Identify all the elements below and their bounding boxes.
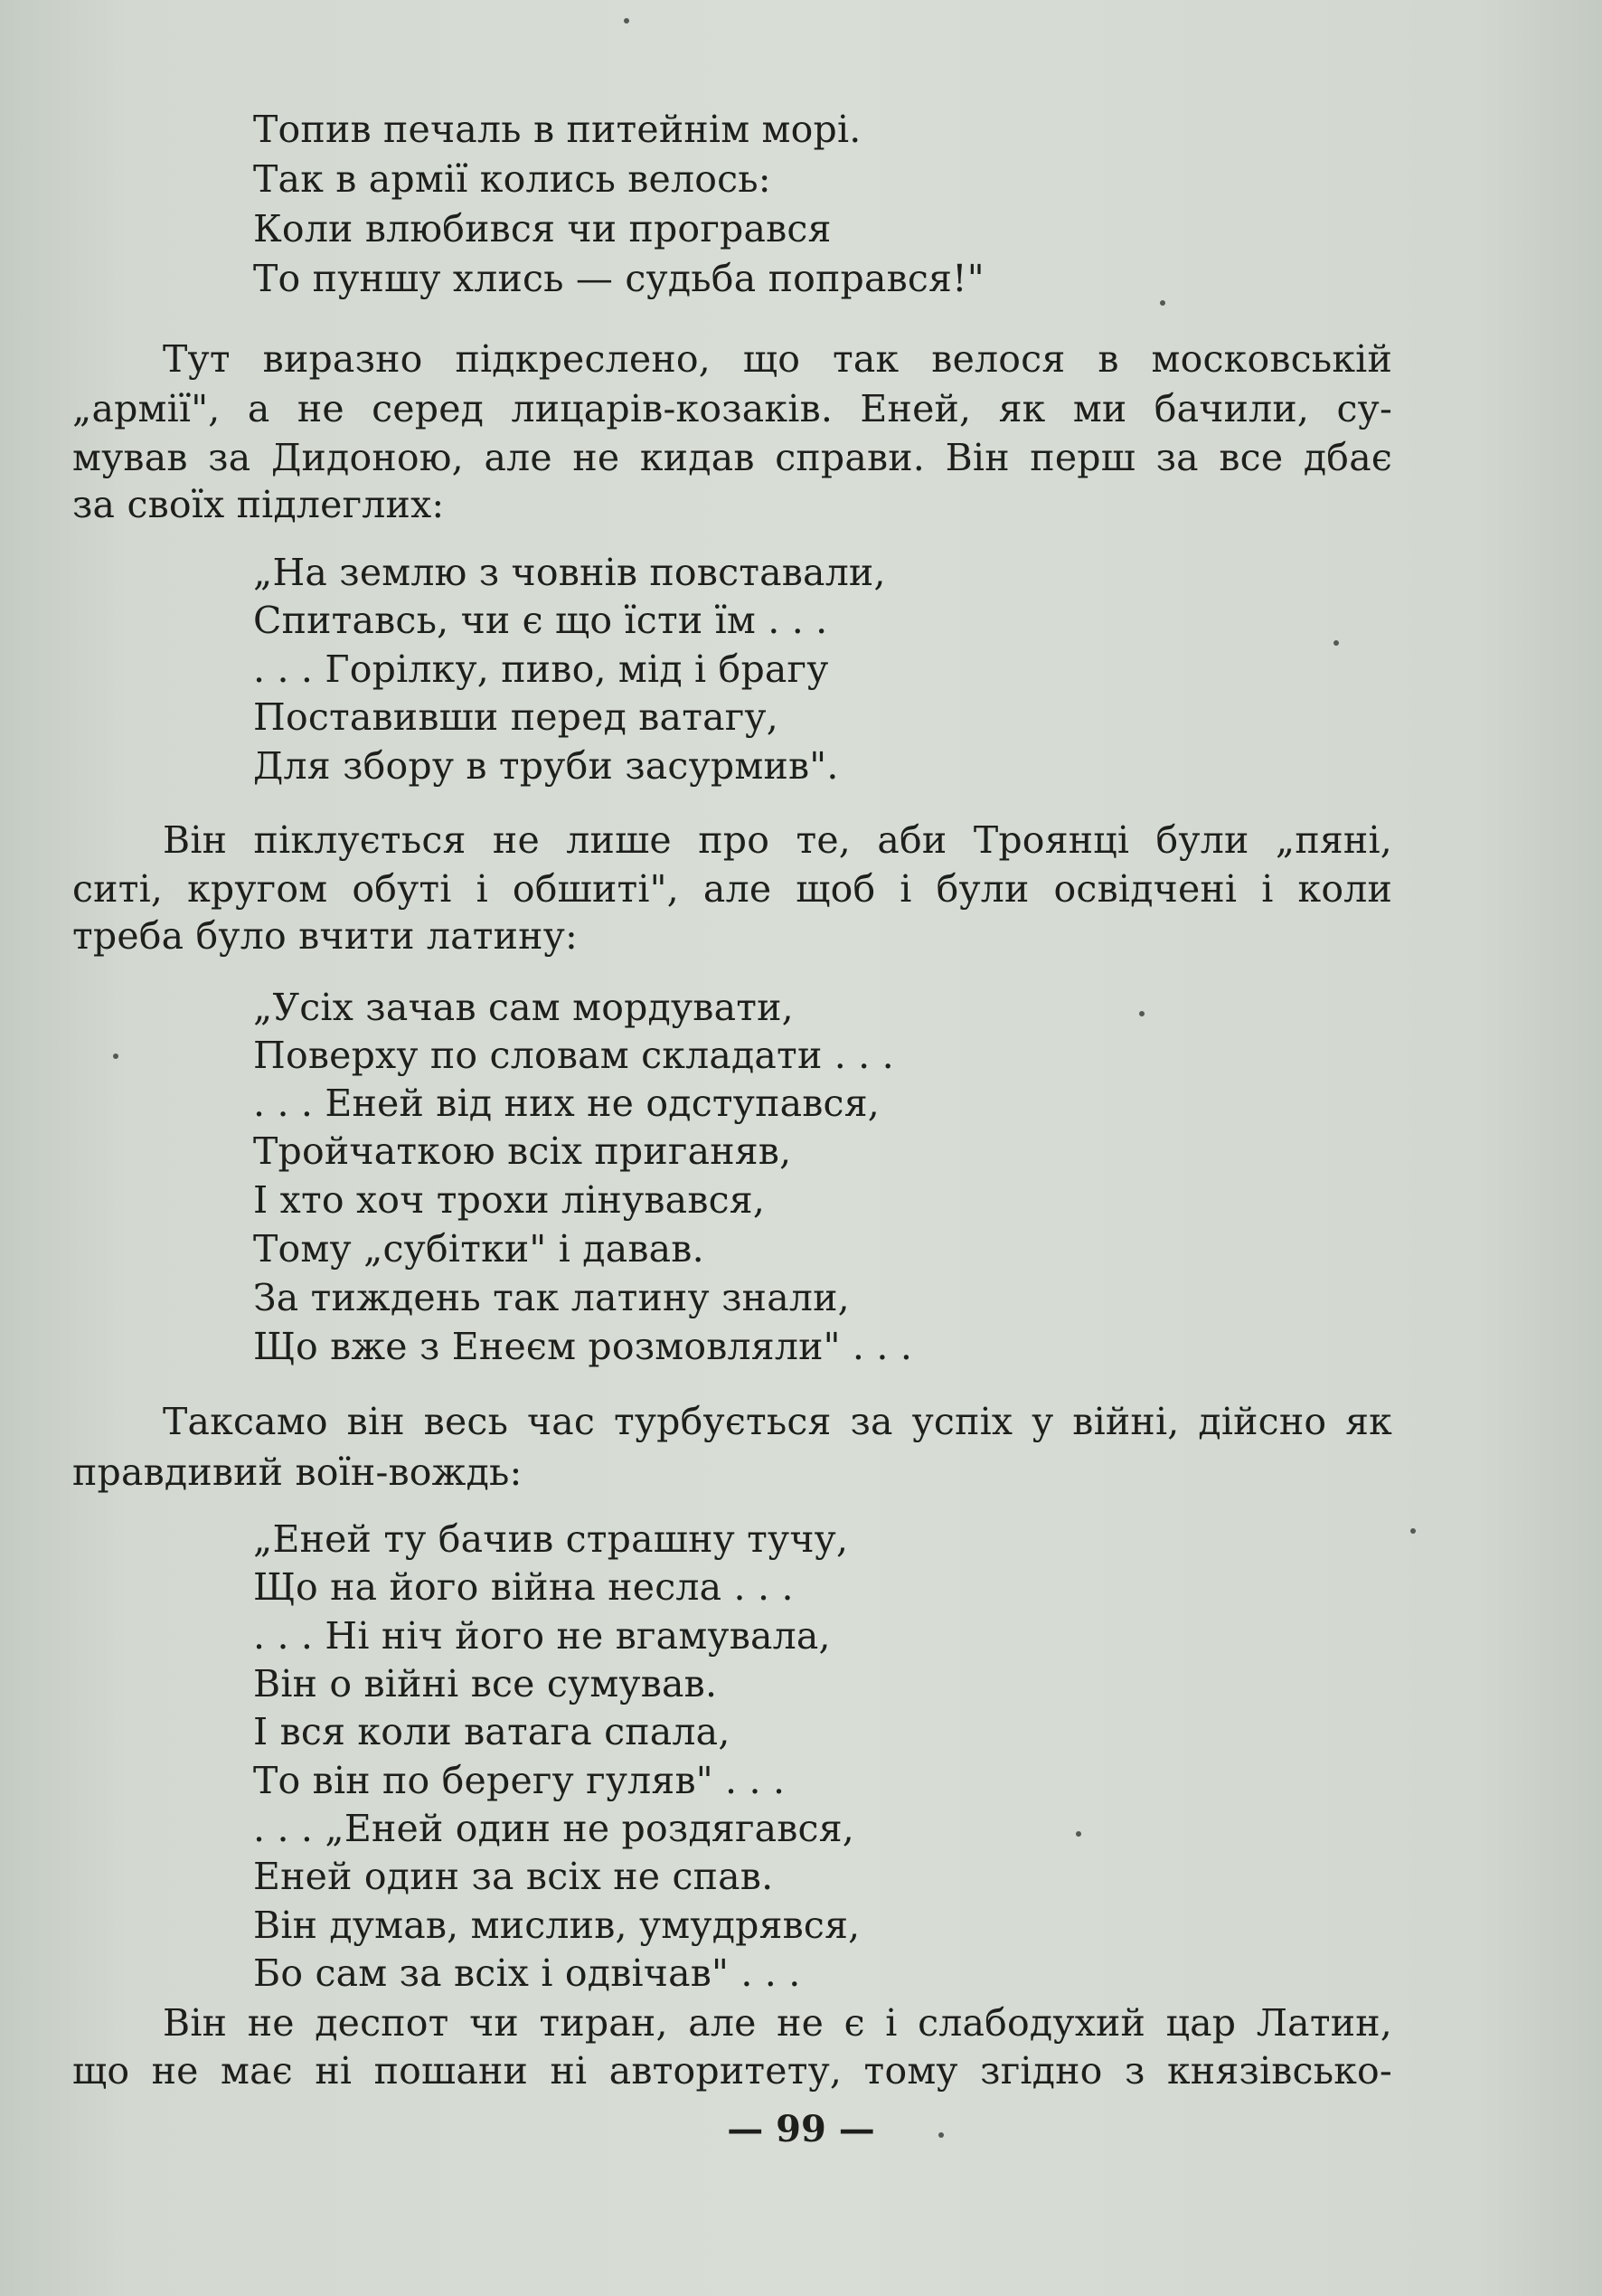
verse-line: „На землю з човнів повставали, xyxy=(253,551,886,594)
print-speck xyxy=(624,18,629,24)
paragraph-line: треба було вчити латину: xyxy=(72,914,579,958)
print-speck xyxy=(1333,640,1339,646)
paragraph-line: мував за Дидоною, але не кидав справи. Він перш за все дбає xyxy=(72,436,1392,479)
verse-line: . . . Ні ніч його не вгамувала, xyxy=(253,1614,831,1658)
print-speck xyxy=(113,1054,118,1059)
verse-line: І хто хоч трохи лінувався, xyxy=(253,1178,766,1222)
verse-line: Еней один за всіх не спав. xyxy=(253,1855,774,1898)
verse-line: Тому „субітки" і давав. xyxy=(253,1227,704,1271)
verse-line: . . . Горілку, пиво, мід і брагу xyxy=(253,647,829,691)
verse-line: Так в армії колись велось: xyxy=(253,157,771,201)
paragraph-line: Він піклується не лише про те, аби Троянці були „пяні, xyxy=(163,818,1392,862)
paragraph-line: Тут виразно підкреслено, що так велося в московській xyxy=(163,337,1392,381)
print-speck xyxy=(1076,1831,1081,1837)
verse-line: Що на його війна несла . . . xyxy=(253,1565,794,1609)
paragraph-line: Таксамо він весь час турбується за успіх у війні, дійсно як xyxy=(163,1400,1392,1443)
verse-line: То він по берегу гуляв" . . . xyxy=(253,1759,786,1802)
print-speck xyxy=(1410,1528,1416,1534)
verse-line: „Усіх зачав сам мордувати, xyxy=(253,986,794,1029)
verse-line: „Еней ту бачив страшну тучу, xyxy=(253,1517,849,1561)
verse-line: Коли влюбився чи програвся xyxy=(253,207,832,250)
paragraph-line: „армії", а не серед лицарів-козаків. Еней, як ми бачили, су- xyxy=(72,387,1392,430)
verse-line: За тиждень так латину знали, xyxy=(253,1276,850,1319)
verse-line: Для збору в труби засурмив". xyxy=(253,744,839,788)
paragraph-line: ситі, кругом обуті і обшиті", але щоб і були освідчені і коли xyxy=(72,867,1392,911)
verse-line: Поставивши перед ватагу, xyxy=(253,695,778,739)
verse-line: Він думав, мислив, умудрявся, xyxy=(253,1904,861,1947)
print-speck xyxy=(938,2132,944,2138)
paragraph-line: правдивий воїн-вождь: xyxy=(72,1450,523,1494)
verse-line: Поверху по словам складати . . . xyxy=(253,1034,894,1077)
verse-line: Спитавсь, чи є що їсти їм . . . xyxy=(253,599,828,642)
page-number: — 99 — xyxy=(727,2108,875,2150)
verse-line: Бо сам за всіх і одвічав" . . . xyxy=(253,1951,801,1995)
verse-line: Що вже з Енеєм розмовляли" . . . xyxy=(253,1325,913,1368)
verse-line: Тройчаткою всіх приганяв, xyxy=(253,1129,792,1173)
paragraph-line: Він не деспот чи тиран, але не є і слабодухий цар Латин, xyxy=(163,2001,1392,2045)
verse-line: . . . Еней від них не одступався, xyxy=(253,1082,880,1125)
verse-line: . . . „Еней один не роздягався, xyxy=(253,1807,855,1850)
paragraph-line: що не має ні пошани ні авторитету, тому згідно з князівсько- xyxy=(72,2049,1392,2093)
verse-line: Він о війні все сумував. xyxy=(253,1662,718,1705)
print-speck xyxy=(1160,300,1165,306)
paragraph-line: за своїх підлеглих: xyxy=(72,483,445,526)
verse-line: То пуншу хлись — судьба поправся!" xyxy=(253,257,985,300)
verse-line: Топив печаль в питейнім морі. xyxy=(253,108,862,151)
print-speck xyxy=(1139,1011,1145,1016)
verse-line: І вся коли ватага спала, xyxy=(253,1710,730,1753)
